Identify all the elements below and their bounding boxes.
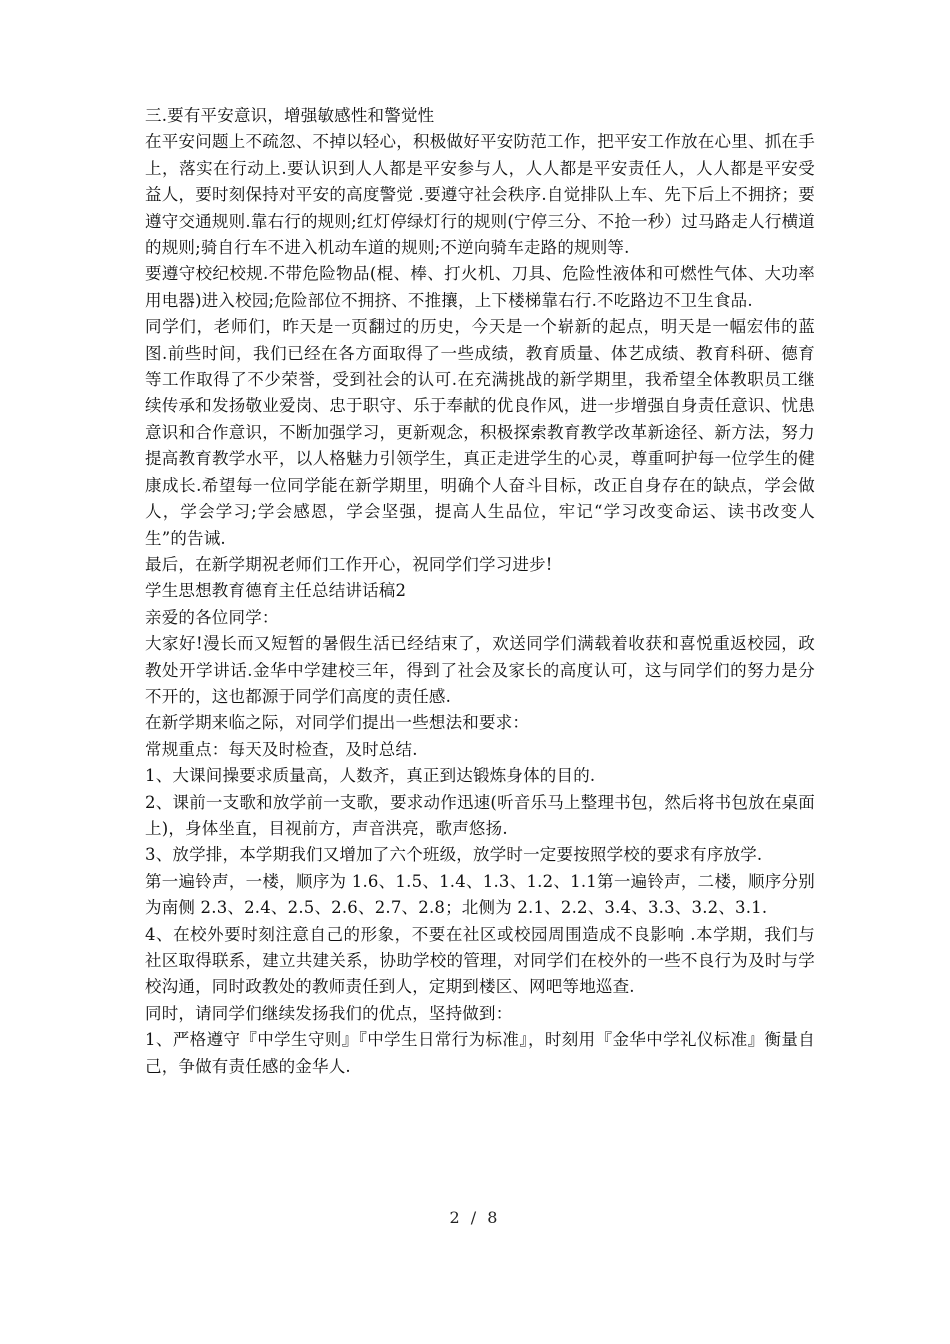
- paragraph-greeting: 大家好!漫长而又短暂的暑假生活已经结束了，欢送同学们满载着收获和喜悦重返校园，政教处开学讲话.金华中学建校三年，得到了社会及家长的高度认可，这与同学们的努力是分不开的，这也都源于同学们高度的责任感.: [145, 634, 815, 706]
- page-number: 2 / 8: [449, 1208, 501, 1227]
- paragraph-bell-order: 第一遍铃声，一楼，顺序为 1.6、1.5、1.4、1.3、1.2、1.1第一遍铃声，二楼，顺序分别为南侧 2.3、2.4、2.5、2.6、2.7、2.8；北侧为 2.1、2.2、3.4、3.3、3.2、3.1.: [145, 871, 815, 918]
- list-item-3-dismissal: 3、放学排，本学期我们又增加了六个班级，放学时一定要按照学校的要求有序放学.: [145, 845, 763, 865]
- document-body: [145, 103, 815, 1080]
- paragraph-strengths-intro: 同时，请同学们继续发扬我们的优点，坚持做到：: [145, 1003, 513, 1023]
- section-heading-safety: 三.要有平安意识，增强敏感性和警觉性: [145, 106, 435, 125]
- speech-title-2: 学生思想教育德育主任总结讲话稿2: [145, 581, 407, 601]
- paragraph-school-rules: 要遵守校纪校规.不带危险物品(棍、棒、打火机、刀具、危险性液体和可燃性气体、大功率用电器)进入校园;危险部位不拥挤、不推攘，上下楼梯靠右行.不吃路边不卫生食品.: [145, 264, 815, 310]
- list-item-1-code-of-conduct: 1、严格遵守『中学生守则』『中学生日常行为标准』，时刻用『金华中学礼仪标准』衡量自己，争做有责任感的金华人.: [145, 1030, 815, 1076]
- paragraph-closing-wishes: 最后，在新学期祝老师们工作开心，祝同学们学习进步!: [145, 554, 553, 574]
- list-item-4-off-campus: 4、在校外要时刻注意自己的形象，不要在社区或校园周围造成不良影响 .本学期，我们与社区取得联系，建立共建关系，协助学校的管理，对同学们在校外的一些不良行为及时与学校沟通，同时政教处的教师责任到人，定期到楼区、网吧等地巡查.: [145, 924, 815, 997]
- paragraph-safety-awareness: 在平安问题上不疏忽、不掉以轻心，积极做好平安防范工作，把平安工作放在心里、抓在手上，落实在行动上.要认识到人人都是平安参与人，人人都是平安责任人，人人都是平安受益人，要时刻保持对平安的高度警觉 .要遵守社会秩序.自觉排队上车、先下后上不拥挤；要遵守交通规则.靠右行的规则;红灯停绿灯行的规则(宁停三分、不抢一秒）过马路走人行横道的规则;骑自行车不进入机动车道的规则;不逆向骑车走路的规则等.: [145, 132, 815, 258]
- list-item-2-songs: 2、课前一支歌和放学前一支歌，要求动作迅速(听音乐马上整理书包，然后将书包放在桌面上)，身体坐直，目视前方，声音洪亮，歌声悠扬.: [145, 792, 815, 838]
- paragraph-teachers-students: 同学们，老师们，昨天是一页翻过的历史，今天是一个崭新的起点，明天是一幅宏伟的蓝图.前些时间，我们已经在各方面取得了一些成绩，教育质量、体艺成绩、教育科研、德育等工作取得了不少荣誉，受到社会的认可.在充满挑战的新学期里，我希望全体教职员工继续传承和发扬敬业爱岗、忠于职守、乐于奉献的优良作风，进一步增强自身责任意识、忧患意识和合作意识，不断加强学习，更新观念，积极探索教育教学改革新途径、新方法，努力提高教育教学水平，以人格魅力引领学生，真正走进学生的心灵，尊重呵护每一位学生的健康成长.希望每一位同学能在新学期里，明确个人奋斗目标，改正自身存在的缺点，学会做人，学会学习;学会感恩，学会坚强，提高人生品位，牢记“学习改变命运、读书改变人生”的告诫.: [145, 317, 815, 548]
- paragraph-requirements-intro: 在新学期来临之际，对同学们提出一些想法和要求：: [145, 713, 530, 733]
- salutation: 亲爱的各位同学：: [145, 607, 279, 627]
- paragraph-routine-focus: 常规重点：每天及时检查，及时总结.: [145, 739, 418, 759]
- list-item-1-exercise: 1、大课间操要求质量高，人数齐，真正到达锻炼身体的目的.: [145, 766, 596, 786]
